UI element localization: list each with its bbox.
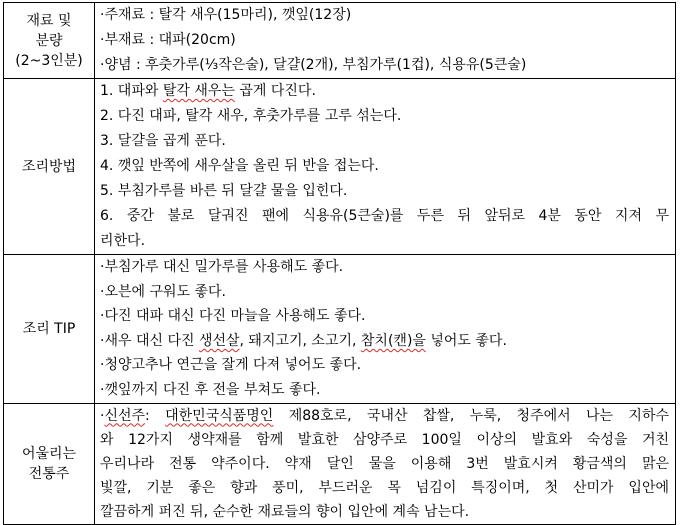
method-step: 3. 달걀을 곱게 푼다. <box>100 133 226 149</box>
ingredients-heading <box>4 3 95 79</box>
sub-ingredients: ·부재료 : 대파(20cm) <box>100 32 236 48</box>
method-step: 1. 대파와 탈각 새우는 곱게 다진다. <box>100 83 316 99</box>
pairing-line: 빛깔, 기분 좋은 향과 풍미, 부드러운 목 넘김이 특징이며, 첫 산미가 입안에 <box>100 479 669 496</box>
pairing-line: ·신선주: 대한민국식품명인 제88호로, 국내산 찹쌀, 누룩, 청주에서 나는 지하수 <box>100 407 669 424</box>
ingredients-heading-line-1: 재료 및 <box>26 12 72 29</box>
tips-heading-text: 조리 TIP <box>22 320 76 337</box>
method-step: 2. 다진 대파, 탈각 새우, 후춧가루를 고루 섞는다. <box>100 108 402 124</box>
pairing-line: 우리나라 전통 약주이다. 약재 달인 물을 이용해 3번 발효시켜 황금색의 맑은 <box>100 455 669 472</box>
main-ingredients: ·주재료 : 탈각 새우(15마리), 깻잎(12장) <box>100 7 352 23</box>
tip-item: ·청양고추나 연근을 잘게 다져 넣어도 좋다. <box>100 357 362 374</box>
method-step: 6. 중간 불로 달궈진 팬에 식용유(5큰술)를 두른 뒤 앞뒤로 4분 동안 지져 무 <box>100 208 669 224</box>
tips-heading <box>4 255 95 404</box>
method-heading-text: 조리방법 <box>21 158 77 175</box>
method-row <box>4 79 676 255</box>
pairing-heading <box>4 403 95 524</box>
pairing-line: 와 12가지 생약재를 함께 발효한 삼양주로 100일 이상의 발효와 숙성을 거친 <box>100 431 669 448</box>
ingredients-heading-line-2: 분량 <box>35 32 63 49</box>
tip-item: ·부침가루 대신 밀가루를 사용해도 좋다. <box>100 259 344 275</box>
pairing-line: 깔끔하게 퍼진 뒤, 순수한 재료들의 향이 입안에 계속 남는다. <box>100 503 470 520</box>
tip-item: ·다진 대파 대신 다진 마늘을 사용해도 좋다. <box>100 308 366 325</box>
pairing-heading-line-2: 전통주 <box>28 465 70 482</box>
tip-item: ·깻잎까지 다진 후 전을 부쳐도 좋다. <box>100 381 321 398</box>
method-step: 5. 부침가루를 바른 뒤 달걀 물을 입힌다. <box>100 183 348 199</box>
ingredients-heading-line-3: (2~3인분) <box>15 52 83 69</box>
method-step: 4. 깻잎 반쪽에 새우살을 올린 뒤 반을 접는다. <box>100 158 379 174</box>
tip-item: ·새우 대신 다진 생선살, 돼지고기, 소고기, 참치(캔)을 넣어도 좋다. <box>100 332 507 349</box>
pairing-row <box>4 403 676 524</box>
tip-item: ·오븐에 구워도 좋다. <box>100 283 226 300</box>
method-heading <box>4 79 95 255</box>
tips-content <box>95 255 676 404</box>
recipe-table <box>3 2 676 525</box>
method-content <box>95 79 676 255</box>
pairing-content <box>95 403 676 524</box>
tips-row <box>4 255 676 404</box>
seasoning-ingredients: ·양념 : 후춧가루(⅓작은술), 달걀(2개), 부침가루(1컵), 식용유(5큰술) <box>100 57 527 73</box>
ingredients-row <box>4 3 676 79</box>
ingredients-content <box>95 3 676 79</box>
method-step-continued: 리한다. <box>100 233 146 249</box>
pairing-heading-line-1: 어울리는 <box>21 445 77 462</box>
